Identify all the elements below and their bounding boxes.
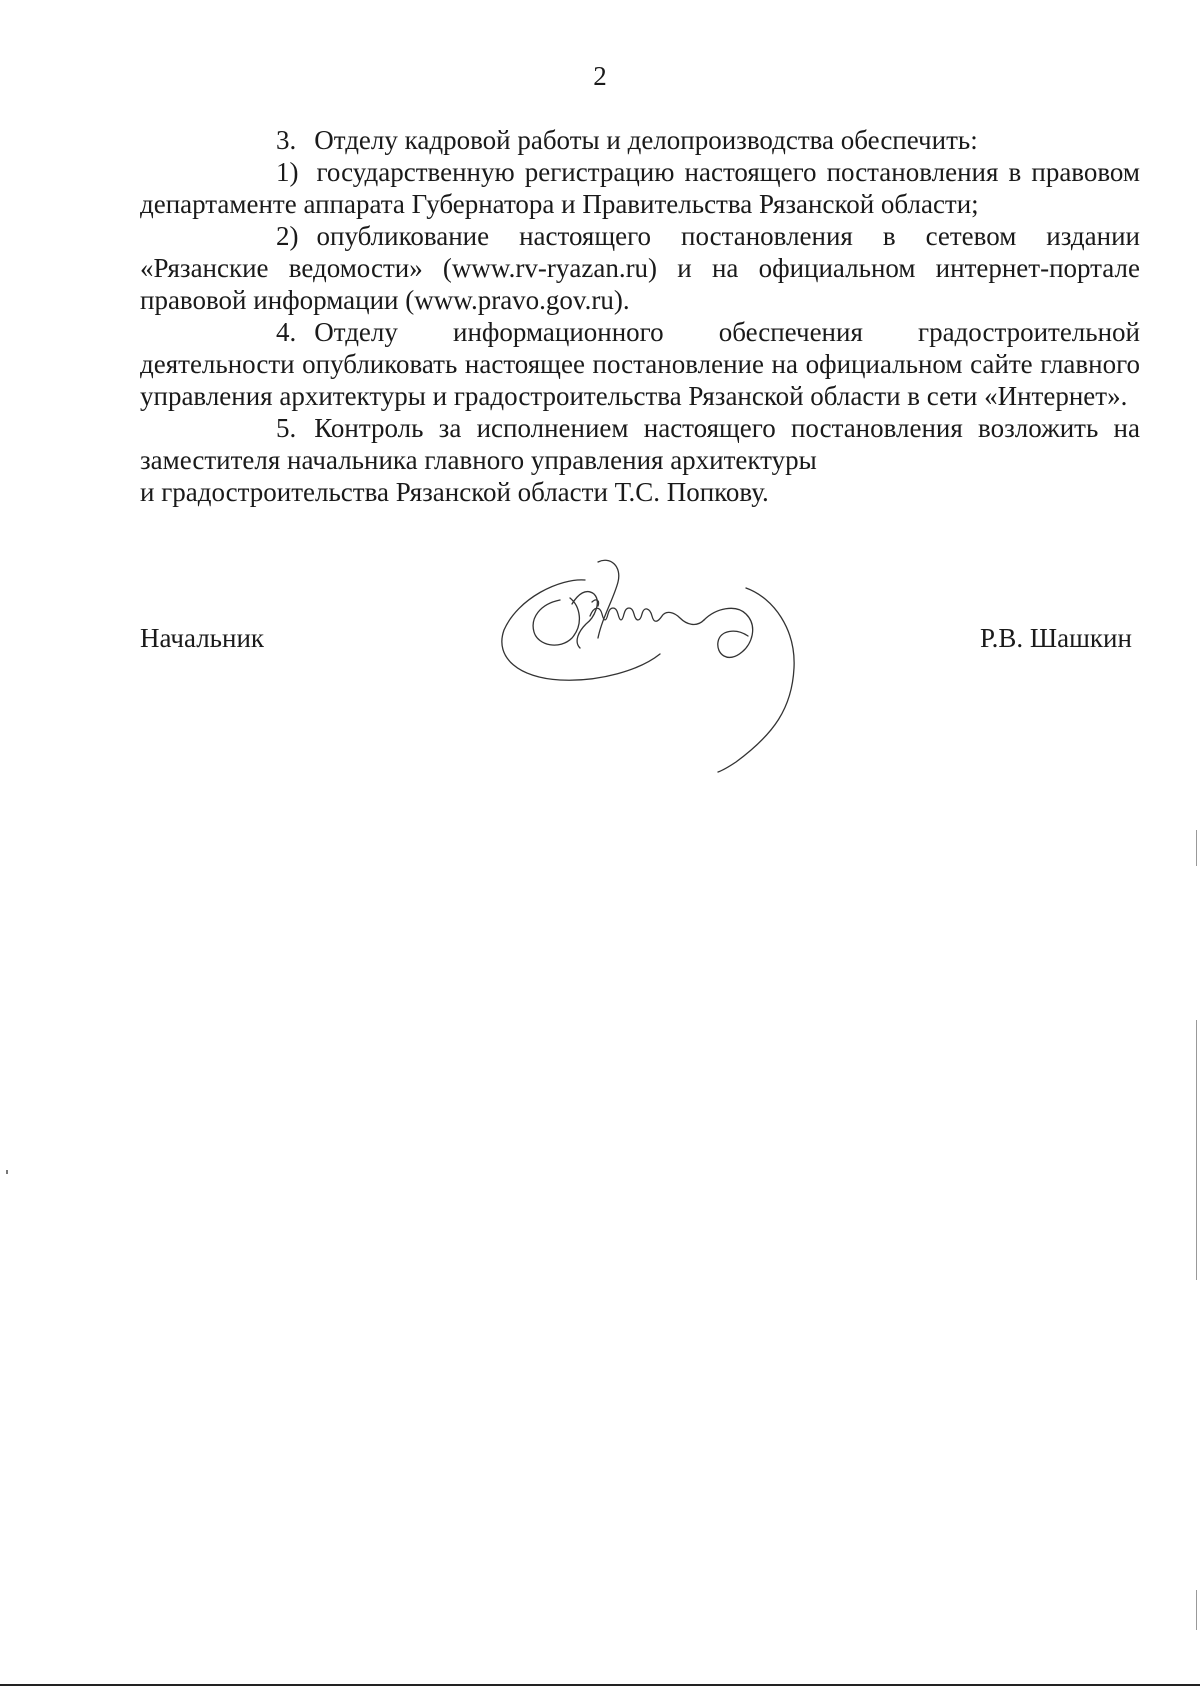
paragraph-text: опубликование настоящего постановления в сетевом издании «Рязанские ведомости» (www.rv-ryazan.ru) и на официальном интернет-портале правовой информации (www.pravo.gov.ru). <box>140 221 1140 315</box>
paragraph-text: Отделу кадровой работы и делопроизводства обеспечить: <box>314 125 978 155</box>
paragraph-number: 4. <box>276 317 297 347</box>
paragraph-5 <box>140 412 1140 476</box>
document-body <box>140 124 1140 508</box>
scan-edge-mark <box>1196 1590 1197 1630</box>
signatory-position: Начальник <box>140 623 265 653</box>
signatory-name: Р.В. Шашкин <box>980 623 1132 653</box>
scan-edge-mark <box>1196 830 1197 866</box>
paragraph-number: 3. <box>276 125 297 155</box>
paragraph-4 <box>140 316 1140 412</box>
subparagraph-2 <box>140 220 1140 316</box>
paragraph-number: 1) <box>276 157 299 187</box>
scan-speck <box>6 1170 8 1174</box>
paragraph-3 <box>140 124 1140 156</box>
paragraph-text: государственную регистрацию настоящего постановления в правовом департаменте аппарата Губернатора и Правительства Рязанской области; <box>140 157 1140 219</box>
bottom-rule <box>0 1684 1200 1686</box>
paragraph-text: Отделу информационного обеспечения градостроительной деятельности опубликовать настоящее постановление на официальном сайте главного управления архитектуры и градостроительства Рязанской области в сети «Интернет». <box>140 317 1140 411</box>
scan-edge-mark <box>1196 1020 1197 1280</box>
paragraph-number: 2) <box>276 221 299 251</box>
paragraph-text: Контроль за исполнением настоящего постановления возложить на заместителя начальника главного управления архитектуры <box>140 413 1140 475</box>
paragraph-5-closing-line: и градостроительства Рязанской области Т.С. Попкову. <box>140 477 769 507</box>
handwritten-signature <box>490 558 850 798</box>
page-number: 2 <box>593 61 607 91</box>
paragraph-number: 5. <box>276 413 297 443</box>
subparagraph-1 <box>140 156 1140 220</box>
